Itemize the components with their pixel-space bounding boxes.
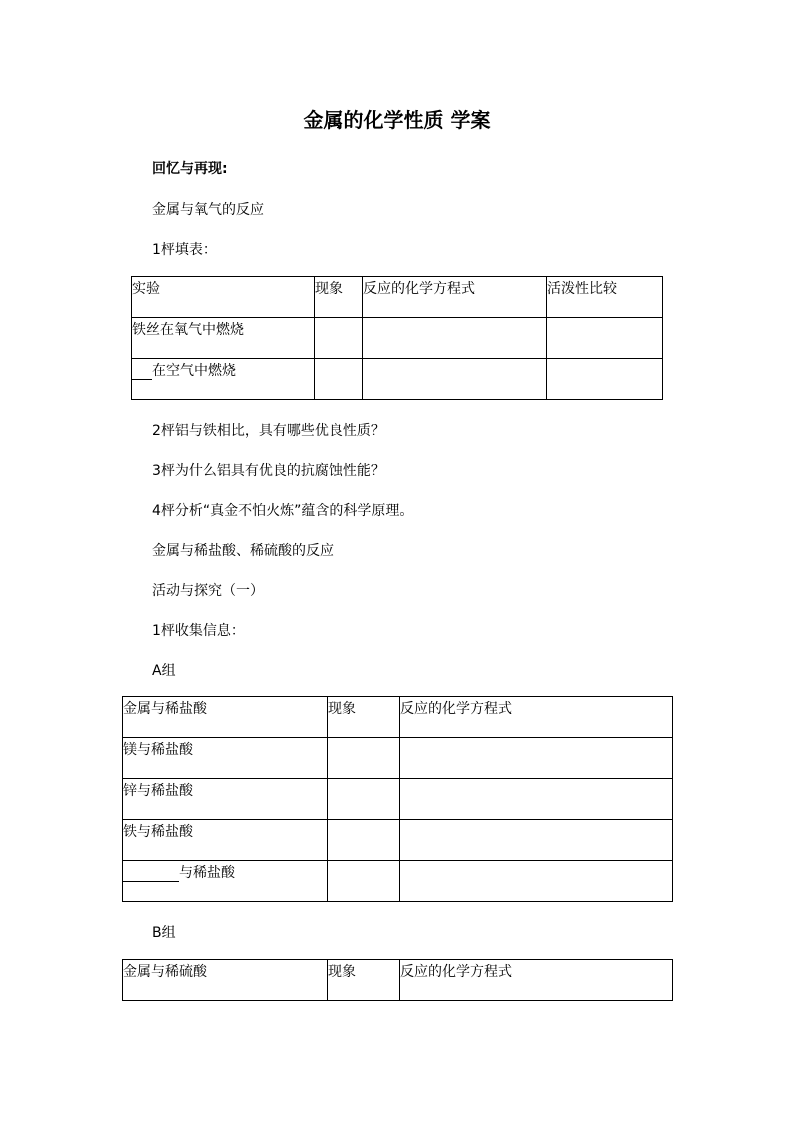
table-row	[123, 738, 673, 779]
header-cell-phenomenon: 现象	[328, 960, 400, 1001]
cell-equation[interactable]	[363, 359, 547, 400]
section-heading-recall: 回忆与再现:	[152, 161, 228, 177]
table-hydrochloric-acid	[122, 696, 673, 902]
cell-equation[interactable]	[400, 779, 673, 820]
group-b-label: B组	[152, 925, 176, 941]
table-row	[132, 318, 663, 359]
cell-metal-acid-text: 与稀盐酸	[179, 865, 235, 881]
table-header-row	[123, 960, 673, 1001]
table-oxygen-reactions	[131, 276, 663, 400]
cell-activity[interactable]	[547, 318, 663, 359]
cell-phenomenon[interactable]	[328, 861, 400, 902]
page-title: 金属的化学性质 学案	[303, 108, 491, 132]
cell-equation[interactable]	[400, 861, 673, 902]
header-cell-equation: 反应的化学方程式	[400, 960, 673, 1001]
cell-metal-acid: 锌与稀盐酸	[123, 779, 328, 820]
cell-equation[interactable]	[400, 738, 673, 779]
header-cell-phenomenon: 现象	[315, 277, 363, 318]
question-2: 2枰铝与铁相比，具有哪些优良性质？	[152, 423, 385, 439]
question-4: 4枰分析“真金不怕火炼”蕴含的科学原理。	[152, 503, 414, 519]
table-row	[123, 779, 673, 820]
question-1: 1枰填表：	[152, 242, 217, 258]
header-cell-equation: 反应的化学方程式	[400, 697, 673, 738]
cell-equation[interactable]	[400, 820, 673, 861]
cell-phenomenon[interactable]	[328, 820, 400, 861]
cell-activity[interactable]	[547, 359, 663, 400]
group-a-label: A组	[152, 663, 176, 679]
header-cell-equation: 反应的化学方程式	[363, 277, 547, 318]
cell-experiment: 铁丝在氧气中燃烧	[132, 318, 315, 359]
subheading-metal-acid: 金属与稀盐酸、稀硫酸的反应	[152, 543, 334, 559]
header-cell-activity: 活泼性比较	[547, 277, 663, 318]
header-cell-phenomenon: 现象	[328, 697, 400, 738]
activity-heading: 活动与探究（一）	[152, 583, 264, 599]
cell-experiment-text: 在空气中燃烧	[152, 363, 236, 379]
header-cell-metal-acid: 金属与稀盐酸	[123, 697, 328, 738]
table-row	[123, 861, 673, 902]
cell-experiment	[132, 359, 315, 400]
table-sulfuric-acid	[122, 959, 673, 1001]
cell-phenomenon[interactable]	[315, 359, 363, 400]
cell-metal-acid	[123, 861, 328, 902]
header-cell-experiment: 实验	[132, 277, 315, 318]
question-3: 3枰为什么铝具有优良的抗腐蚀性能？	[152, 463, 385, 479]
table-row	[123, 820, 673, 861]
fill-in-blank[interactable]	[123, 866, 179, 882]
table-header-row	[132, 277, 663, 318]
subheading-metal-oxygen: 金属与氧气的反应	[152, 202, 264, 218]
fill-in-blank[interactable]	[132, 364, 152, 380]
cell-phenomenon[interactable]	[328, 738, 400, 779]
header-cell-metal-acid: 金属与稀硫酸	[123, 960, 328, 1001]
cell-phenomenon[interactable]	[315, 318, 363, 359]
collect-info-label: 1枰收集信息：	[152, 623, 245, 639]
cell-metal-acid: 镁与稀盐酸	[123, 738, 328, 779]
cell-metal-acid: 铁与稀盐酸	[123, 820, 328, 861]
table-header-row	[123, 697, 673, 738]
cell-equation[interactable]	[363, 318, 547, 359]
cell-phenomenon[interactable]	[328, 779, 400, 820]
table-row	[132, 359, 663, 400]
